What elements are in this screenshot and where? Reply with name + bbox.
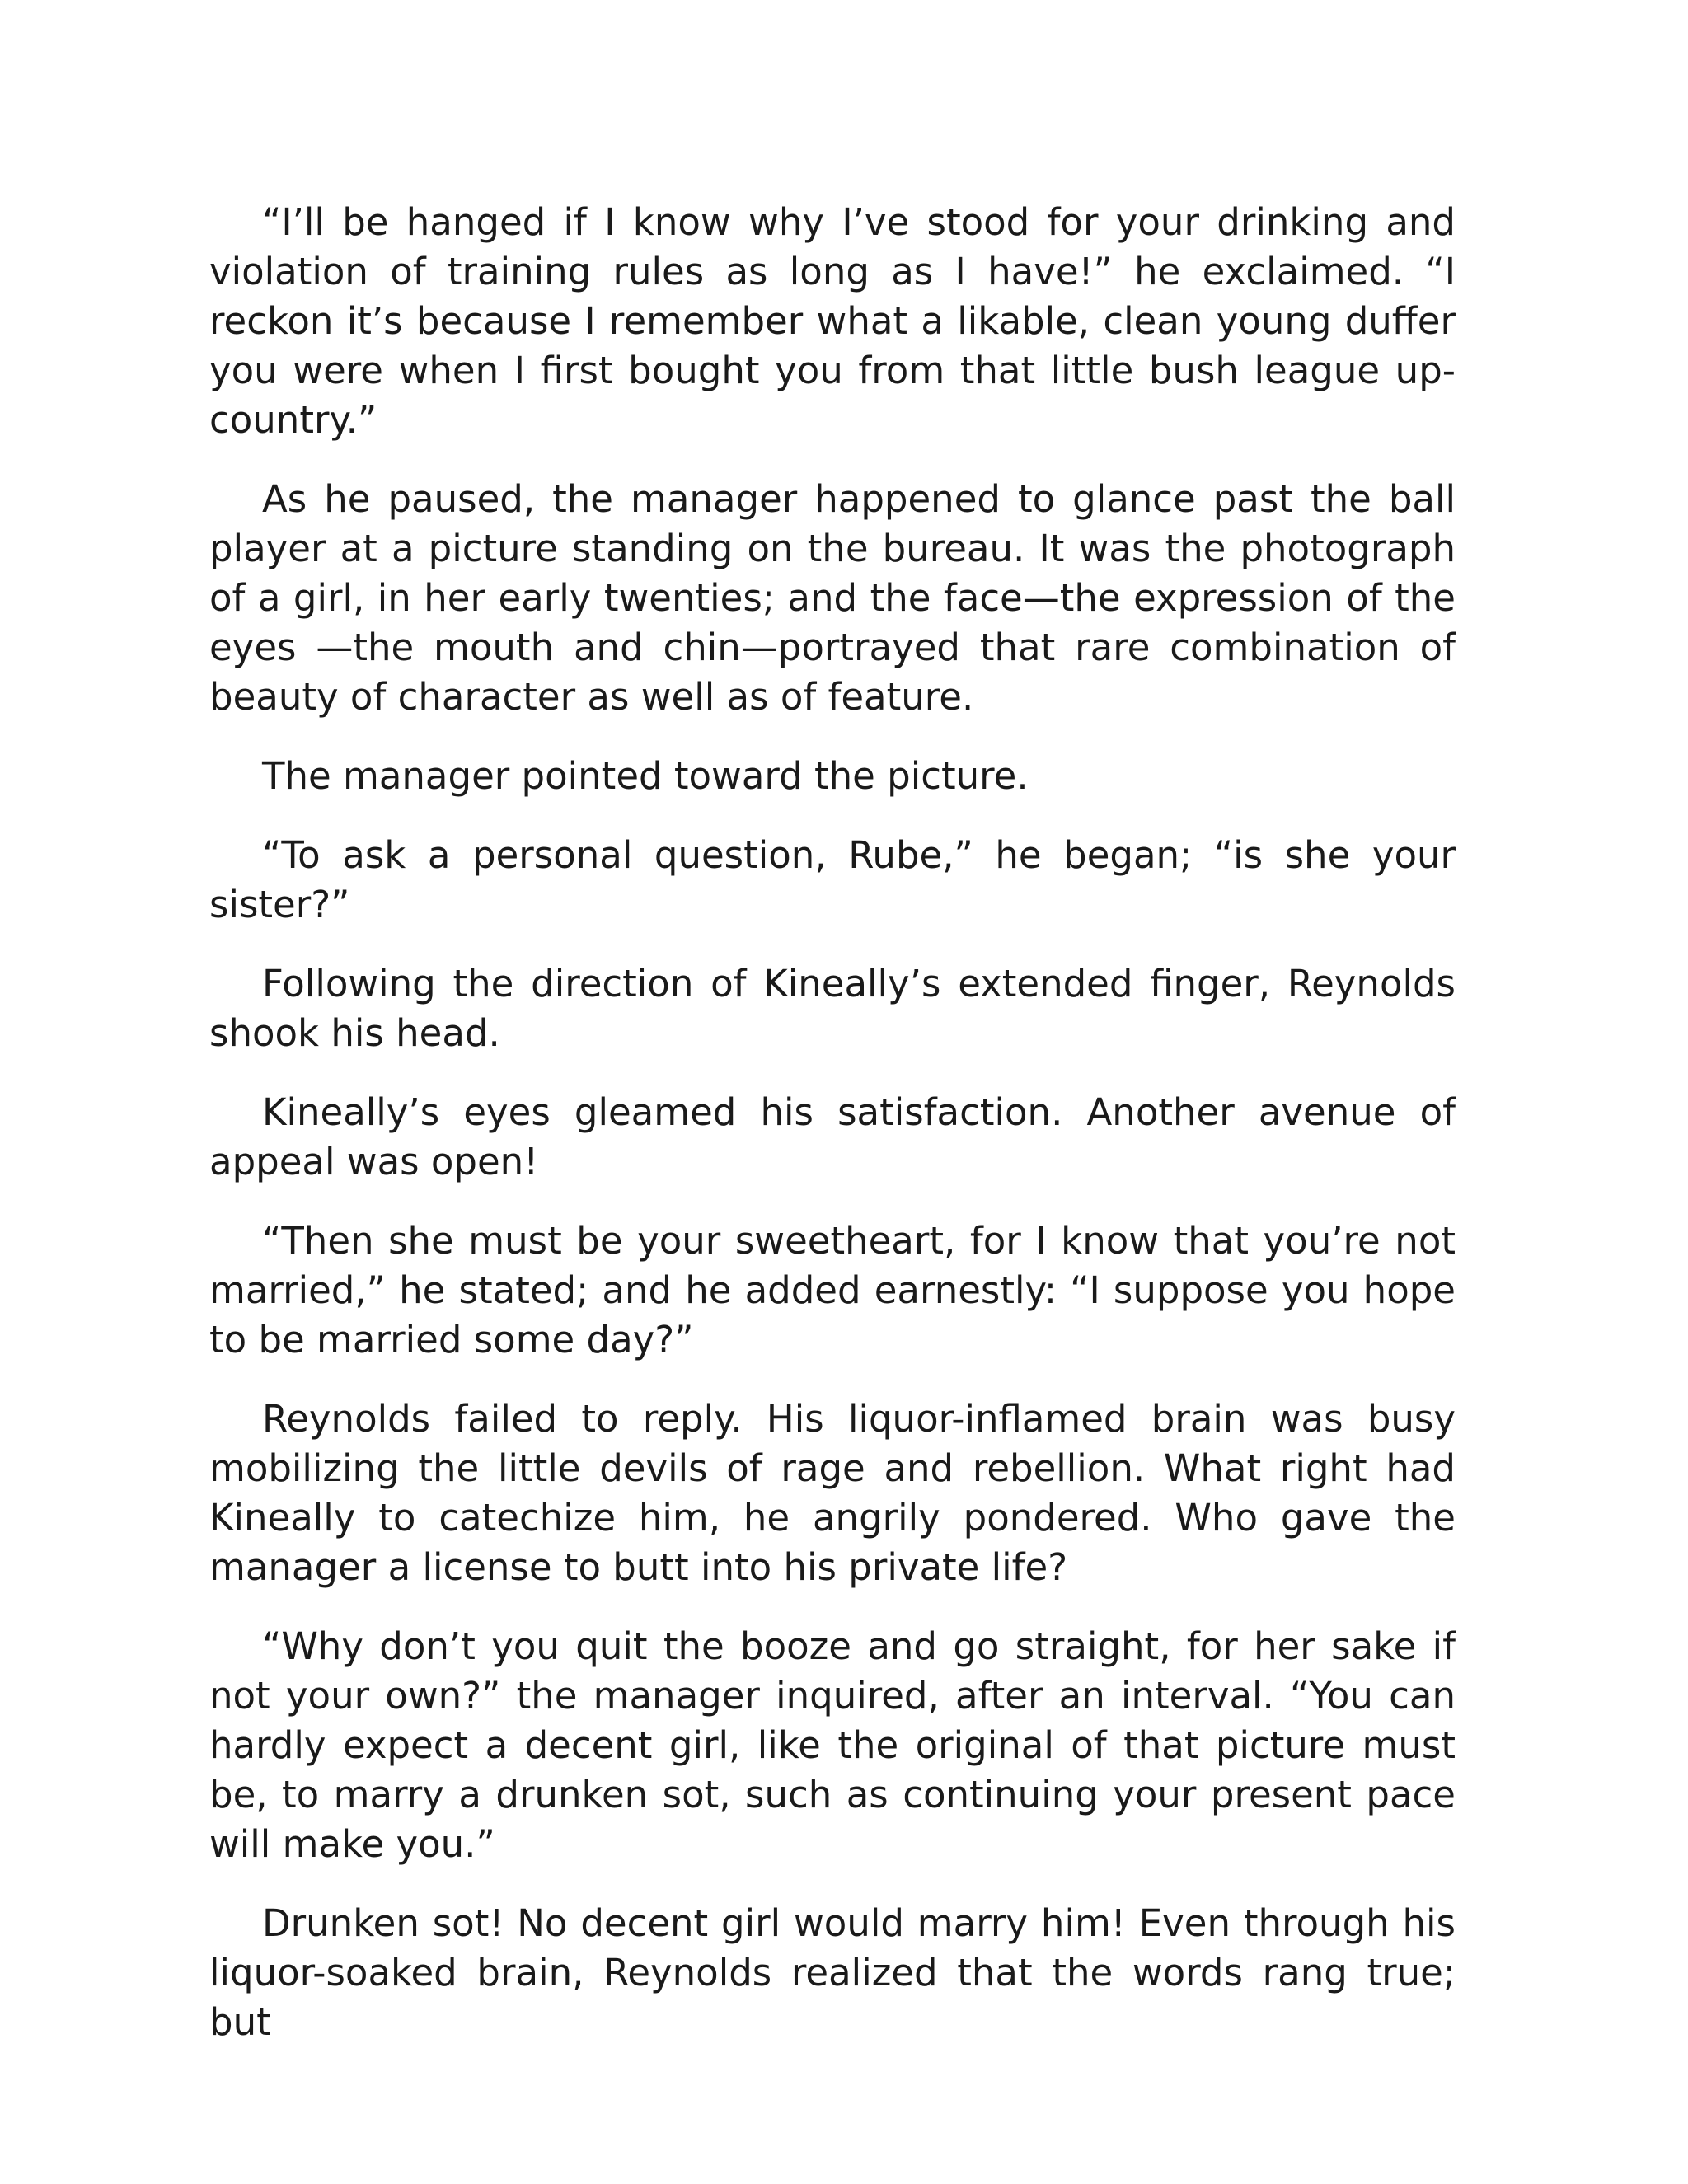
paragraph-9: “Why don’t you quit the booze and go straight, for her sake if not your own?” the manager inquired, after an interval. “You can hardly expect a decent girl, like the original of that picture must be, to marry a drunken sot, such as continuing your present pace will make you.” <box>209 1624 1456 1866</box>
paragraph-2: As he paused, the manager happened to glance past the ball player at a picture standing on the bureau. It was the photograph of a girl, in her early twenties; and the face—the expression of the eyes —the mouth and chin—portrayed that rare combination of beauty of character as well as of feature. <box>209 477 1456 719</box>
paragraph-6: Kineally’s eyes gleamed his satisfaction. Another avenue of appeal was open! <box>209 1090 1456 1183</box>
paragraph-7: “Then she must be your sweetheart, for I know that you’re not married,” he stated; and he added earnestly: “I suppose you hope to be married some day?” <box>209 1219 1456 1361</box>
paragraph-8: Reynolds failed to reply. His liquor-inflamed brain was busy mobilizing the little devils of rage and rebellion. What right had Kineally to catechize him, he angrily pondered. Who gave the manager a license to butt into his private life? <box>209 1397 1456 1589</box>
paragraph-1: “I’ll be hanged if I know why I’ve stood for your drinking and violation of training rules as long as I have!” he exclaimed. “I reckon it’s because I remember what a likable, clean young duffer you were when I first bought you from that little bush league up-country.” <box>209 200 1456 442</box>
paragraph-4: “To ask a personal question, Rube,” he began; “is she your sister?” <box>209 833 1456 926</box>
paragraph-10: Drunken sot! No decent girl would marry him! Even through his liquor-soaked brain, Reynolds realized that the words rang true; but <box>209 1901 1456 2044</box>
paragraph-3: The manager pointed toward the picture. <box>262 754 1029 798</box>
body-text <box>209 198 1456 2047</box>
paragraph-5: Following the direction of Kineally’s extended finger, Reynolds shook his head. <box>209 962 1456 1055</box>
